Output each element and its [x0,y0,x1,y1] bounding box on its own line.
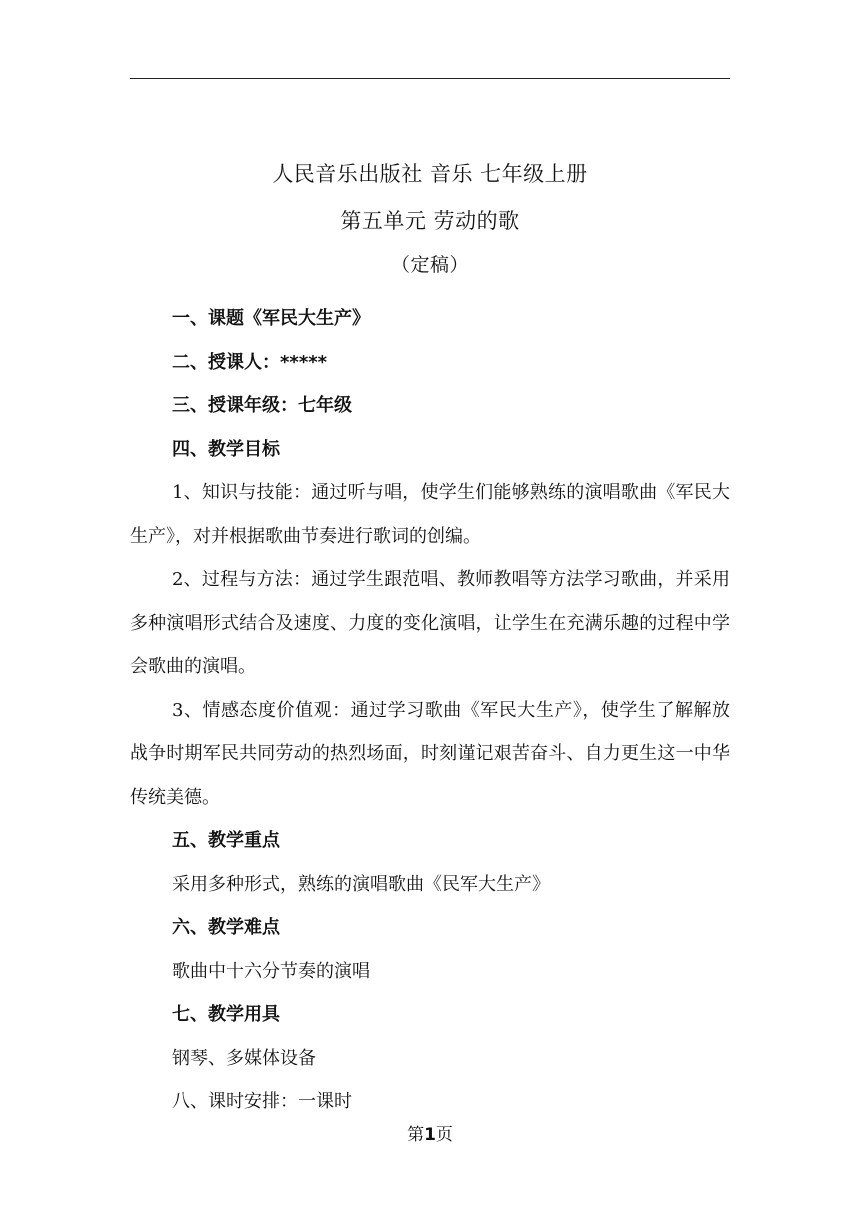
page-prefix: 第 [407,1125,425,1145]
key-points-heading: 五、教学重点 [172,830,280,851]
header-rule [130,78,730,79]
unit-title: 第五单元 劳动的歌 [340,209,520,233]
draft-status: （定稿） [390,254,469,276]
goals-heading: 四、教学目标 [172,438,280,460]
goal-values-paragraph: 3、情感态度价值观：通过学习歌曲《军民大生产》，使学生了解解放战争时期军民共同劳动的热烈场面，时刻谨记艰苦奋斗、自力更生这一中华传统美德。 [130,699,730,808]
key-points-text: 采用多种形式，熟练的演唱歌曲《民军大生产》 [172,873,550,895]
grade-heading: 三、授课年级：七年级 [172,395,352,416]
page-footer [0,1120,860,1145]
lesson-plan-body [130,297,730,1124]
goal-knowledge-paragraph: 1、知识与技能：通过听与唱，使学生们能够熟练的演唱歌曲《军民大生产》，对并根据歌曲节奏进行歌词的创编。 [130,482,730,547]
publisher-title: 人民音乐出版社 音乐 七年级上册 [272,162,588,186]
goal-process-paragraph: 2、过程与方法：通过学生跟范唱、教师教唱等方法学习歌曲，并采用多种演唱形式结合及速度、力度的变化演唱，让学生在充满乐趣的过程中学会歌曲的演唱。 [130,569,730,677]
topic-heading: 一、课题《军民大生产》 [172,308,370,329]
page-suffix: 页 [435,1125,453,1145]
tools-text: 钢琴、多媒体设备 [172,1047,316,1069]
difficulty-text: 歌曲中十六分节奏的演唱 [172,960,370,982]
difficulty-heading: 六、教学难点 [172,917,280,938]
teacher-heading: 二、授课人：***** [172,351,328,373]
schedule-text: 八、课时安排：一课时 [172,1091,352,1112]
page-number: 1 [424,1125,436,1145]
tools-heading: 七、教学用具 [172,1004,280,1025]
